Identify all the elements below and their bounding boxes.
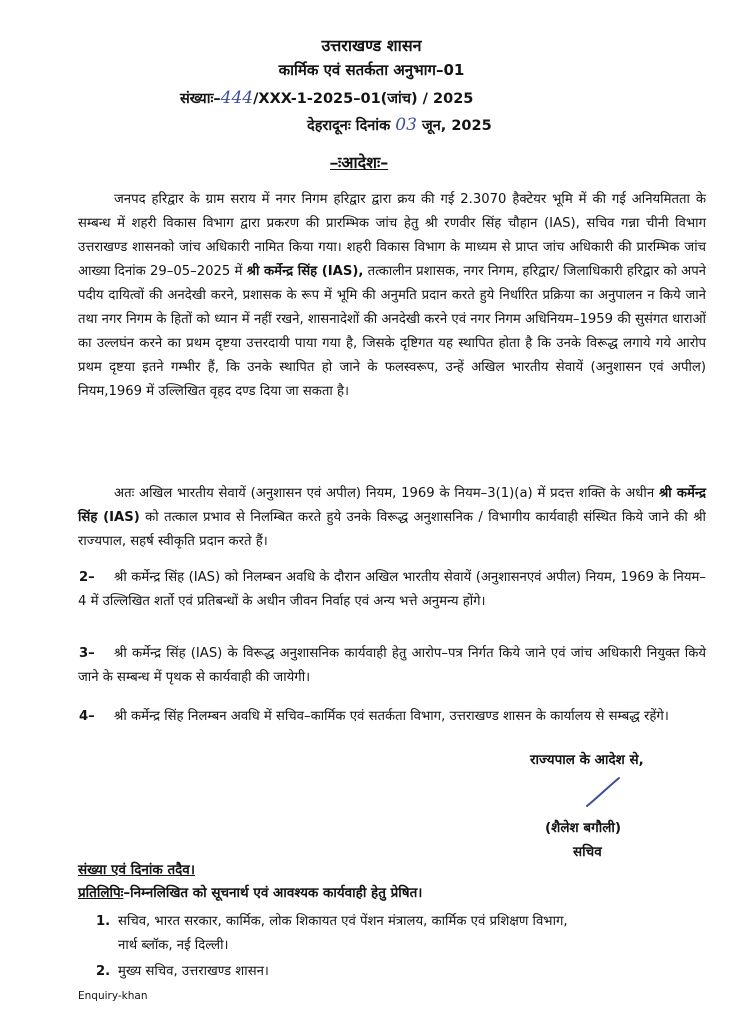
item-2-text: श्री कर्मेन्द्र सिंह (IAS) को निलम्बन अवधि के दौरान अखिल भारतीय सेवायें (अनुशासनएवं अपील) नियम, 1969 के नियम–4 में उल्लिखित शर्तो एवं प्रतिबन्धों के अधीन जीवन निर्वाह एवं अन्य भत्ते अनुमन्य होंगे। xyxy=(78,570,706,609)
order-number-handwritten: 444 xyxy=(220,88,254,108)
officer-name-bold-1: श्री कर्मेन्द्र सिंह (IAS), xyxy=(246,264,364,279)
signatory-designation: सचिव xyxy=(573,844,602,860)
paragraph-2-text-b: को तत्काल प्रभाव से निलम्बित करते हुये उनके विरूद्ध अनुशासनिक / विभागीय कार्यवाही संस्थित किये जाने की श्री राज्यपाल, सहर्ष स्वीकृति प्रदान करते हैं। xyxy=(78,510,706,549)
item-4-text: श्री कर्मेन्द्र सिंह निलम्बन अवधि में सचिव–कार्मिक एवं सतर्कता विभाग, उत्तराखण्ड शासन के कार्यालय से सम्बद्ध रहेंगे। xyxy=(114,709,669,724)
item-3-text: श्री कर्मेन्द्र सिंह (IAS) के विरूद्ध अनुशासनिक कार्यवाही हेतु आरोप–पत्र निर्गत किये जाने एवं जांच अधिकारी नियुक्त किये जाने के सम्बन्ध में पृथक से कार्यवाही की जायेगी। xyxy=(78,646,706,685)
officer-name-bold-2: श्री कर्मेन्द्र सिंह (IAS) xyxy=(78,486,706,525)
government-heading: उत्तराखण्ड शासन xyxy=(321,36,422,55)
signature-mark xyxy=(583,776,623,810)
copy-item-2-text: मुख्य सचिव, उत्तराखण्ड शासन। xyxy=(118,964,269,979)
copy-item-2 xyxy=(96,960,716,984)
item-4-number: 4– xyxy=(79,709,95,724)
paragraph-1-text-b: तत्कालीन प्रशासक, नगर निगम, हरिद्वार/ जिलाधिकारी हरिद्वार को अपने पदीय दायित्वों की अनदेखी करने, प्रशासक के रूप में भूमि की अनुमति प्रदान करते हुये निर्धारित प्रक्रिया का अनुपालन न किये जाने तथा नगर निगम के हितों को ध्यान में नहीं रखने, शासनादेशों की अनदेखी करने एवं नगर निगम अधिनियम–1959 की सुसंगत धाराओं का उल्लघंन करने का प्रथम दृष्टया उत्तरदायी पाया गया है, जिसके दृष्टिगत यह स्थापित होता है कि उनके विरूद्ध लगाये गये आरोप प्रथम दृष्टया इतने गम्भीर हैं, कि उनके स्थापित हो जाने के फलस्वरूप, उन्हें अखिल भारतीय सेवायें (अनुशासन एवं अपील) नियम,1969 में उल्लिखित वृहद दण्ड दिया जा सकता है। xyxy=(78,264,707,399)
signatory-name: (शैलेश बगौली) xyxy=(545,820,622,836)
order-date-suffix: जून, 2025 xyxy=(421,118,492,134)
item-3-number: 3– xyxy=(79,646,95,661)
order-number-prefix: संख्याः– xyxy=(180,91,221,107)
footer-tag: Enquiry-khan xyxy=(78,990,148,1002)
copy-item-1-line-2: नार्थ ब्लॉक, नई दिल्ली। xyxy=(118,938,229,953)
order-date xyxy=(307,115,492,135)
copy-to-label-rest: –निम्नलिखित को सूचनार्थ एवं आवश्यक कार्यवाही हेतु प्रेषित। xyxy=(123,885,423,901)
copy-item-2-number: 2. xyxy=(96,964,111,979)
paragraph-2 xyxy=(78,482,706,554)
order-number-suffix: /XXX-1-2025–01(जांच) / 2025 xyxy=(253,91,474,107)
order-number xyxy=(180,88,473,108)
department-heading: कार्मिक एवं सतर्कता अनुभाग–01 xyxy=(278,61,465,79)
paragraph-2-text-a: अतः अखिल भारतीय सेवायें (अनुशासन एवं अपील) नियम, 1969 के नियम–3(1)(a) में प्रदत्त शक्ति के अधीन xyxy=(114,486,655,501)
order-date-handwritten: 03 xyxy=(395,115,417,135)
by-order-line: राज्यपाल के आदेश से, xyxy=(530,752,644,768)
order-title: –ःआदेशः– xyxy=(330,153,389,172)
paragraph-1 xyxy=(78,188,706,404)
copy-to-label: प्रतिलिपिः xyxy=(78,885,124,901)
copy-item-1-number: 1. xyxy=(96,914,111,929)
copy-item-1 xyxy=(96,910,716,934)
reference-line: संख्या एवं दिनांक तदैव। xyxy=(78,862,195,878)
copy-item-1-text: सचिव, भारत सरकार, कार्मिक, लोक शिकायत एवं पेंशन मंत्रालय, कार्मिक एवं प्रशिक्षण विभाग, xyxy=(118,914,568,929)
order-date-prefix: देहरादूनः दिनांक xyxy=(307,118,391,134)
item-2-number: 2– xyxy=(79,570,95,585)
copy-to-heading xyxy=(78,883,422,901)
paragraph-1-text-a: जनपद हरिद्वार के ग्राम सराय में नगर निगम हरिद्वार द्वारा क्रय की गई 2.3070 हैक्टेयर भूमि में की गई अनियमितता के सम्बन्ध में शहरी विकास विभाग द्वारा प्रकरण की प्रारम्भिक जांच हेतु श्री रणवीर सिंह चौहान (IAS), सचिव गन्ना चीनी विभाग उत्तराखण्ड शासनको जांच अधिकारी नामित किया गया। शहरी विकास विभाग के माध्यम से प्राप्त जांच अधिकारी की प्रारम्भिक जांच आख्या दिनांक 29–05–2025 में xyxy=(78,192,706,279)
